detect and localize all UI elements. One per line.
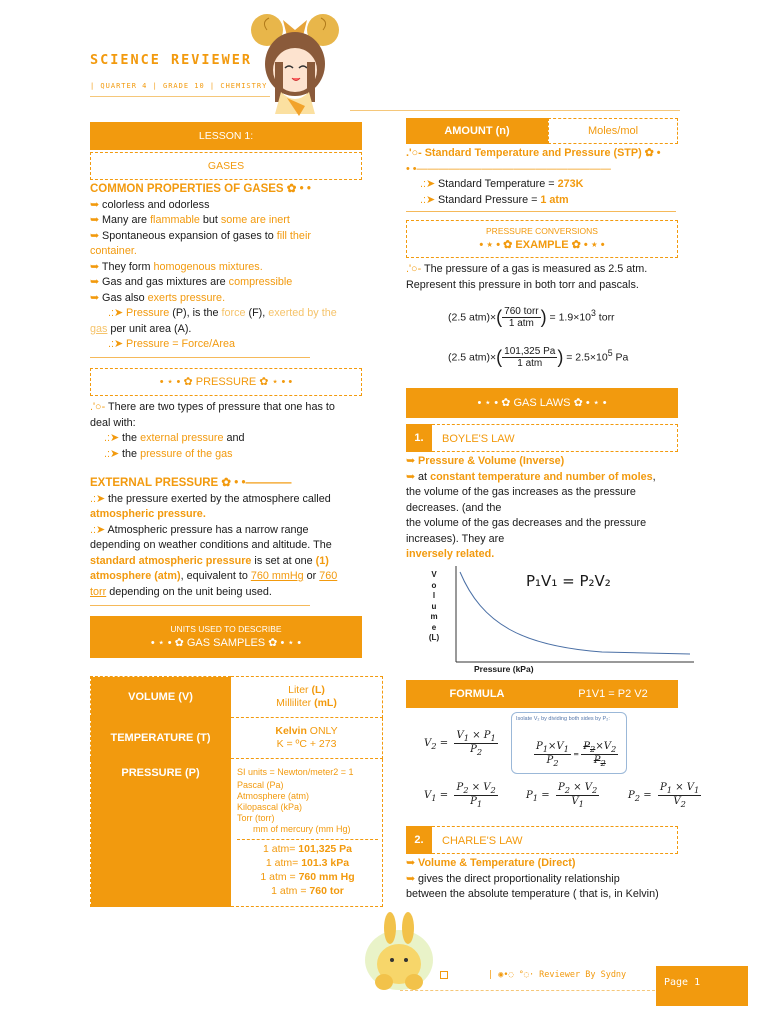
paragraph: increases). They are: [406, 532, 505, 545]
divider: • •――――――――――――――――――: [406, 162, 611, 175]
paragraph: atmosphere (atm), equivalent to 760 mmHg or 760: [90, 570, 338, 582]
table-cell: TEMPERATURE (T): [91, 718, 231, 759]
list-item: ➥ Many are flammable but some are inert: [90, 214, 290, 226]
page-title: SCIENCE REVIEWER: [90, 52, 253, 68]
list-item: ➥ Volume & Temperature (Direct): [406, 857, 576, 869]
table-cell: SI units = Newton/meter2 = 1 Pascal (Pa) Atmosphere (atm) Kilopascal (kPa) Torr (torr) mm of mercury (mm Hg) 1 atm= 101,325 Pa 1 atm= 101.3 kPa 1 atm = 760 mm Hg 1 atm = 760 tor: [231, 759, 383, 907]
boyle-number: 1.: [406, 424, 432, 452]
list-item: .:➤ Standard Pressure = 1 atm: [420, 193, 569, 206]
amount-label: AMOUNT (n): [406, 118, 548, 144]
paragraph: deal with:: [90, 416, 136, 429]
paragraph: .:➤ Atmospheric pressure has a narrow range: [90, 523, 309, 536]
charles-title: CHARLE'S LAW: [432, 826, 678, 854]
list-item: ➥ They form homogenous mixtures.: [90, 260, 263, 273]
table-cell: Liter (L) Milliliter (mL): [231, 677, 383, 718]
formula-p1: $P_1$ = $\frac{P_2 \times V_2}{V_1}$: [526, 782, 598, 809]
paragraph: between the absolute temperature ( that is, in Kelvin): [406, 888, 659, 900]
divider: [90, 357, 310, 358]
list-item: ➥ Gas and gas mixtures are compressible: [90, 276, 293, 288]
list-item: .:➤ Pressure (P), is the force (F), exerted by the: [108, 307, 337, 319]
paragraph: the volume of the gas increases as the pressure: [406, 486, 636, 498]
conversions-section-box: PRESSURE CONVERSIONS • ⋆ • ✿ EXAMPLE ✿ • ⋆ •: [406, 220, 678, 258]
list-item: ➥ Gas also exerts pressure.: [90, 291, 226, 304]
formula-p2: $P_2$ = $\frac{P_1 \times V_1}{V_2}$: [628, 782, 700, 809]
list-item: ➥ gives the direct proportionality relationship: [406, 872, 620, 885]
list-item: ➥ Spontaneous expansion of gases to fill their container.: [90, 229, 311, 257]
section-title-common-properties: COMMON PROPERTIES OF GASES ✿ • •: [90, 183, 311, 195]
graph-equation: P₁V₁ = P₂V₂: [526, 572, 611, 590]
paragraph: atmospheric pressure.: [90, 508, 206, 520]
footer-credit: | ◉•◌ °◌· Reviewer By Sydny: [440, 970, 626, 980]
paragraph: .'○- The pressure of a gas is measured as 2.5 atm.: [406, 263, 648, 275]
units-section-box: UNITS USED TO DESCRIBE • ⋆ • ✿ GAS SAMPLES ✿ • ⋆ •: [90, 616, 362, 658]
divider: [90, 96, 270, 97]
divider: [350, 110, 680, 111]
table-cell: PRESSURE (P): [91, 759, 231, 907]
isolation-note-box: Isolate V₂ by dividing both sides by P₂: $\frac{P_1\times V_1}{P_2}$ = $\frac{P_2\times V_2}{P_2}$: [511, 712, 627, 774]
formula-v1: $V_1$ = $\frac{P_2 \times V_2}{P_1}$: [424, 782, 496, 809]
boyle-title: BOYLE'S LAW: [432, 424, 678, 452]
lesson-topic: GASES: [90, 152, 362, 180]
amount-value: Moles/mol: [548, 118, 678, 144]
divider: [90, 605, 310, 606]
paragraph: Represent this pressure in both torr and pascals.: [406, 278, 639, 291]
charles-number: 2.: [406, 826, 432, 854]
paragraph: inversely related.: [406, 548, 495, 560]
graph-y-label: V o l u m e (L): [428, 570, 440, 642]
equation-pascal: (2.5 atm)×( $\frac{101,325 Pa}{\text{1 atm}}$ ) = $2.5\times 10^5$ Pa: [448, 346, 629, 369]
page-number: Page 1: [656, 966, 748, 1006]
divider: [400, 990, 655, 991]
equation-torr: (2.5 atm)×( $\frac{\text{760 torr}}{\text{1 atm}}$ ) = $1.9\times 10^3$ torr: [448, 306, 615, 329]
bunny-mascot-illustration: [360, 912, 438, 998]
list-item: ➥ Pressure & Volume (Inverse): [406, 455, 565, 467]
units-table: [90, 676, 383, 907]
list-item: ➥ colorless and odorless: [90, 198, 210, 211]
formula-label: FORMULA: [406, 680, 548, 708]
table-cell: VOLUME (V): [91, 677, 231, 718]
list-item: .:➤ the external pressure and: [104, 432, 245, 444]
list-item: .:➤ the pressure of the gas: [104, 447, 233, 460]
section-title-stp: .'○- Standard Temperature and Pressure (STP) ✿ •: [406, 147, 661, 159]
lesson-label: LESSON 1:: [90, 122, 362, 150]
pressure-section-box: • ⋆ • ✿ PRESSURE ✿ ⋆ • •: [90, 368, 362, 396]
checkbox-icon: [440, 971, 448, 979]
table-cell: Kelvin ONLY K = ºC + 273: [231, 718, 383, 759]
formula-v2: $V_2$ = $\frac{V_1 \times P_1}{P_2}$: [424, 730, 496, 757]
paragraph: the volume of the gas decreases and the pressure: [406, 517, 647, 529]
formula-value: P1V1 = P2 V2: [548, 680, 678, 708]
section-title-external-pressure: EXTERNAL PRESSURE ✿ • •――――: [90, 477, 292, 489]
paragraph: standard atmospheric pressure is set at one (1): [90, 554, 329, 567]
mascot-girl-illustration: [245, 2, 345, 120]
paragraph: torr depending on the unit being used.: [90, 585, 272, 598]
paragraph: decreases. (and the: [406, 501, 502, 514]
gas-laws-section-box: • ⋆ • ✿ GAS LAWS ✿ • ⋆ •: [406, 388, 678, 418]
list-item: .:➤ Standard Temperature = 273K: [420, 178, 584, 190]
divider: [406, 211, 676, 212]
paragraph: .:➤ the pressure exerted by the atmosphere called: [90, 492, 331, 505]
paragraph: .'○- There are two types of pressure that one has to: [90, 401, 335, 413]
list-item: ➥ at constant temperature and number of moles,: [406, 470, 656, 483]
graph-x-label: Pressure (kPa): [474, 664, 534, 674]
paragraph: depending on weather conditions and altitude. The: [90, 539, 332, 551]
page-subtitle: | QUARTER 4 | GRADE 10 | CHEMISTRY: [90, 82, 268, 90]
list-item: .:➤ Pressure = Force/Area: [108, 338, 235, 350]
list-item-continuation: gas per unit area (A).: [90, 322, 192, 335]
